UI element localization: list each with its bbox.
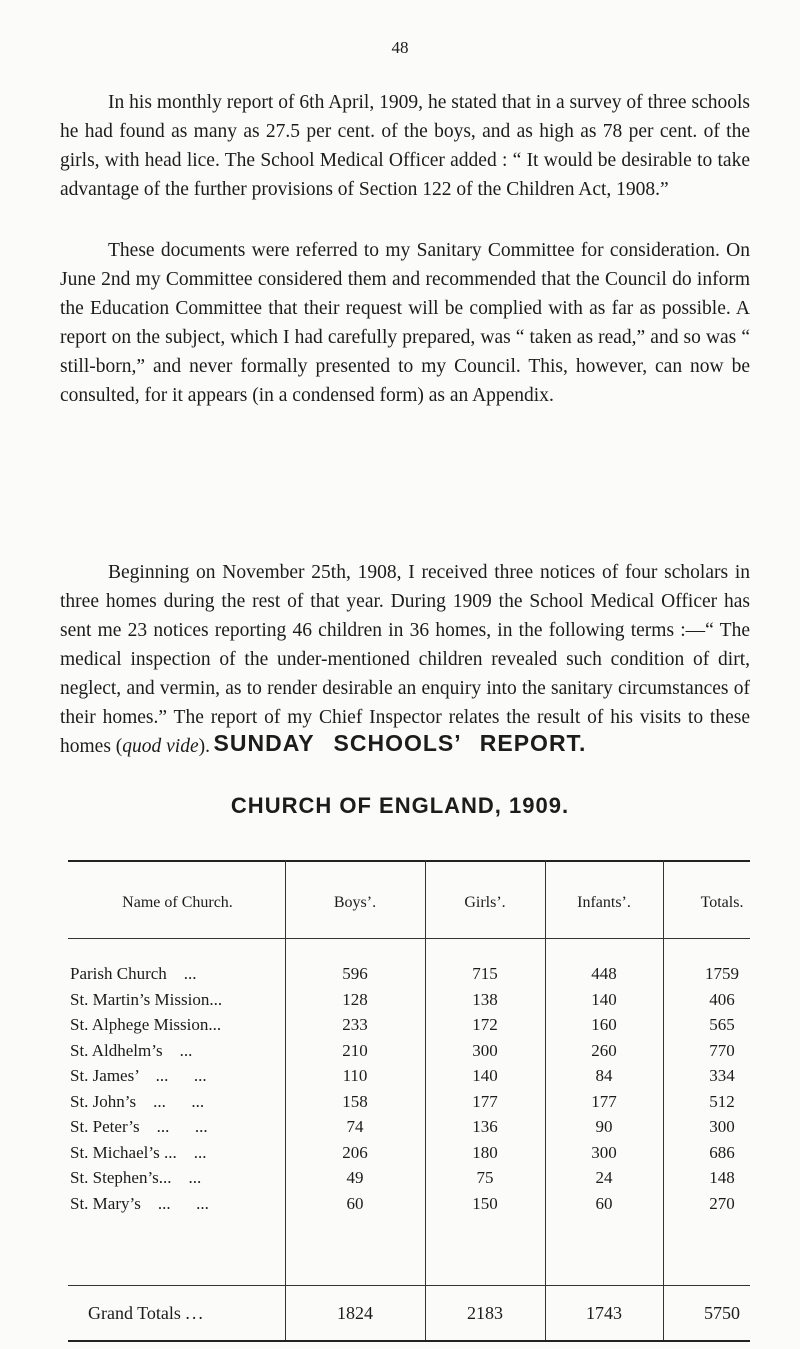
- cell-total: 565: [709, 1015, 735, 1034]
- table-row: [60, 1143, 750, 1165]
- cell-boys: 210: [342, 1040, 368, 1060]
- cell-total: 770: [709, 1040, 735, 1060]
- sunday-schools-table: [60, 860, 750, 1323]
- cell-infants: 260: [591, 1040, 617, 1060]
- cell-girls: 138: [472, 989, 498, 1009]
- cell-girls: 75: [476, 1168, 494, 1187]
- page-number: 48: [391, 38, 409, 57]
- header-name-of-church: Name of Church.: [122, 894, 233, 911]
- table-row: [60, 1066, 750, 1088]
- table-row: [60, 1041, 750, 1063]
- report-subheading: CHURCH OF ENGLAND, 1909.: [230, 793, 570, 818]
- report-heading: SUNDAY SCHOOLS’ REPORT.: [213, 730, 587, 756]
- table-row: [60, 1092, 750, 1114]
- table-row: [60, 1194, 750, 1216]
- grand-total-all: 5750: [704, 1303, 740, 1323]
- church-name: St. John’s ... ...: [70, 1091, 205, 1111]
- cell-boys: 206: [342, 1142, 368, 1162]
- church-name: St. Alphege Mission...: [70, 1015, 222, 1034]
- cell-infants: 177: [591, 1091, 617, 1111]
- cell-infants: 160: [591, 1015, 617, 1034]
- cell-total: 1759: [705, 964, 739, 983]
- table-row: [60, 1015, 750, 1037]
- cell-girls: 140: [472, 1066, 498, 1085]
- grand-totals-label: Grand Totals ...: [88, 1303, 205, 1323]
- cell-boys: 74: [346, 1117, 364, 1136]
- paragraph-committee: These documents were referred to my Sanitary Committee for consideration. On June 2nd my Committee considered them and recommended that the Council do inform the Education Committee that their request will be complied with as far as possible. A report on the subject, which I had carefully prepared, was “ taken as read,” and so was “ still-born,” and never formally presented to my Council. This, however, can now be consulted, for it appears (in a condensed form) as an Appendix.: [60, 240, 750, 406]
- cell-total: 686: [709, 1142, 735, 1162]
- cell-infants: 448: [591, 964, 617, 983]
- cell-girls: 172: [472, 1015, 498, 1034]
- cell-girls: 300: [472, 1040, 498, 1060]
- cell-infants: 300: [591, 1142, 617, 1162]
- table-totals-rule: [68, 1285, 750, 1286]
- header-infants: Infants’.: [577, 894, 631, 911]
- header-totals: Totals.: [700, 894, 744, 911]
- church-name: St. Peter’s ... ...: [70, 1117, 208, 1136]
- table-row: [60, 964, 750, 986]
- cell-total: 406: [709, 989, 735, 1009]
- cell-boys: 596: [342, 964, 368, 983]
- church-name: St. Michael’s ... ...: [70, 1142, 207, 1162]
- paragraph-head-lice-report: In his monthly report of 6th April, 1909, he stated that in a survey of three schools he had found as many as 27.5 per cent. of the boys, and as high as 78 per cent. of the girls, with head lice. The School Medical Officer added : “ It would be desirable to take advantage of the further provisions of Section 122 of the Children Act, 1908.”: [60, 92, 750, 200]
- grand-totals-row: [60, 1303, 750, 1325]
- cell-boys: 158: [342, 1091, 368, 1111]
- paragraph-notices: Beginning on November 25th, 1908, I received three notices of four scholars in three homes during the rest of that year. During 1909 the School Medical Officer has sent me 23 notices reporting 46 children in 36 homes, in the following terms :—“ The medical inspection of the under-mentioned children revealed such condition of dirt, neglect, and vermin, as to render desirable an enquiry into the sanitary circumstances of their homes.” The report of my Chief Inspector relates the result of his visits to these homes (quod vide).: [60, 562, 750, 757]
- cell-infants: 60: [595, 1193, 613, 1213]
- church-name: Parish Church ...: [70, 964, 197, 983]
- table-row: [60, 990, 750, 1012]
- cell-total: 270: [709, 1193, 735, 1213]
- cell-girls: 177: [472, 1091, 498, 1111]
- cell-infants: 90: [595, 1117, 613, 1136]
- cell-total: 512: [709, 1091, 735, 1111]
- cell-boys: 60: [346, 1193, 364, 1213]
- cell-boys: 49: [346, 1168, 364, 1187]
- cell-infants: 84: [595, 1066, 613, 1085]
- grand-total-boys: 1824: [337, 1303, 373, 1323]
- table-row: [60, 1117, 750, 1139]
- cell-girls: 150: [472, 1193, 498, 1213]
- cell-girls: 180: [472, 1142, 498, 1162]
- cell-total: 148: [709, 1168, 735, 1187]
- cell-boys: 128: [342, 989, 368, 1009]
- header-girls: Girls’.: [464, 894, 506, 911]
- table-row: [60, 1168, 750, 1190]
- church-name: St. Mary’s ... ...: [70, 1193, 209, 1213]
- church-name: St. James’ ... ...: [70, 1066, 207, 1085]
- church-name: St. Stephen’s... ...: [70, 1168, 202, 1187]
- italic-quod-vide: quod vide: [122, 736, 199, 757]
- cell-girls: 715: [472, 964, 498, 983]
- church-name: St. Aldhelm’s ...: [70, 1040, 193, 1060]
- church-name: St. Martin’s Mission...: [70, 989, 223, 1009]
- cell-girls: 136: [472, 1117, 498, 1136]
- header-boys: Boys’.: [333, 894, 377, 911]
- cell-boys: 233: [342, 1015, 368, 1034]
- table-header-rule: [68, 938, 750, 939]
- grand-total-girls: 2183: [467, 1303, 503, 1323]
- table-top-rule: [68, 860, 750, 862]
- cell-total: 300: [709, 1117, 735, 1136]
- grand-total-infants: 1743: [586, 1303, 622, 1323]
- cell-infants: 24: [595, 1168, 613, 1187]
- cell-boys: 110: [342, 1066, 368, 1085]
- cell-total: 334: [709, 1066, 735, 1085]
- table-bottom-rule: [68, 1340, 750, 1342]
- cell-infants: 140: [591, 989, 617, 1009]
